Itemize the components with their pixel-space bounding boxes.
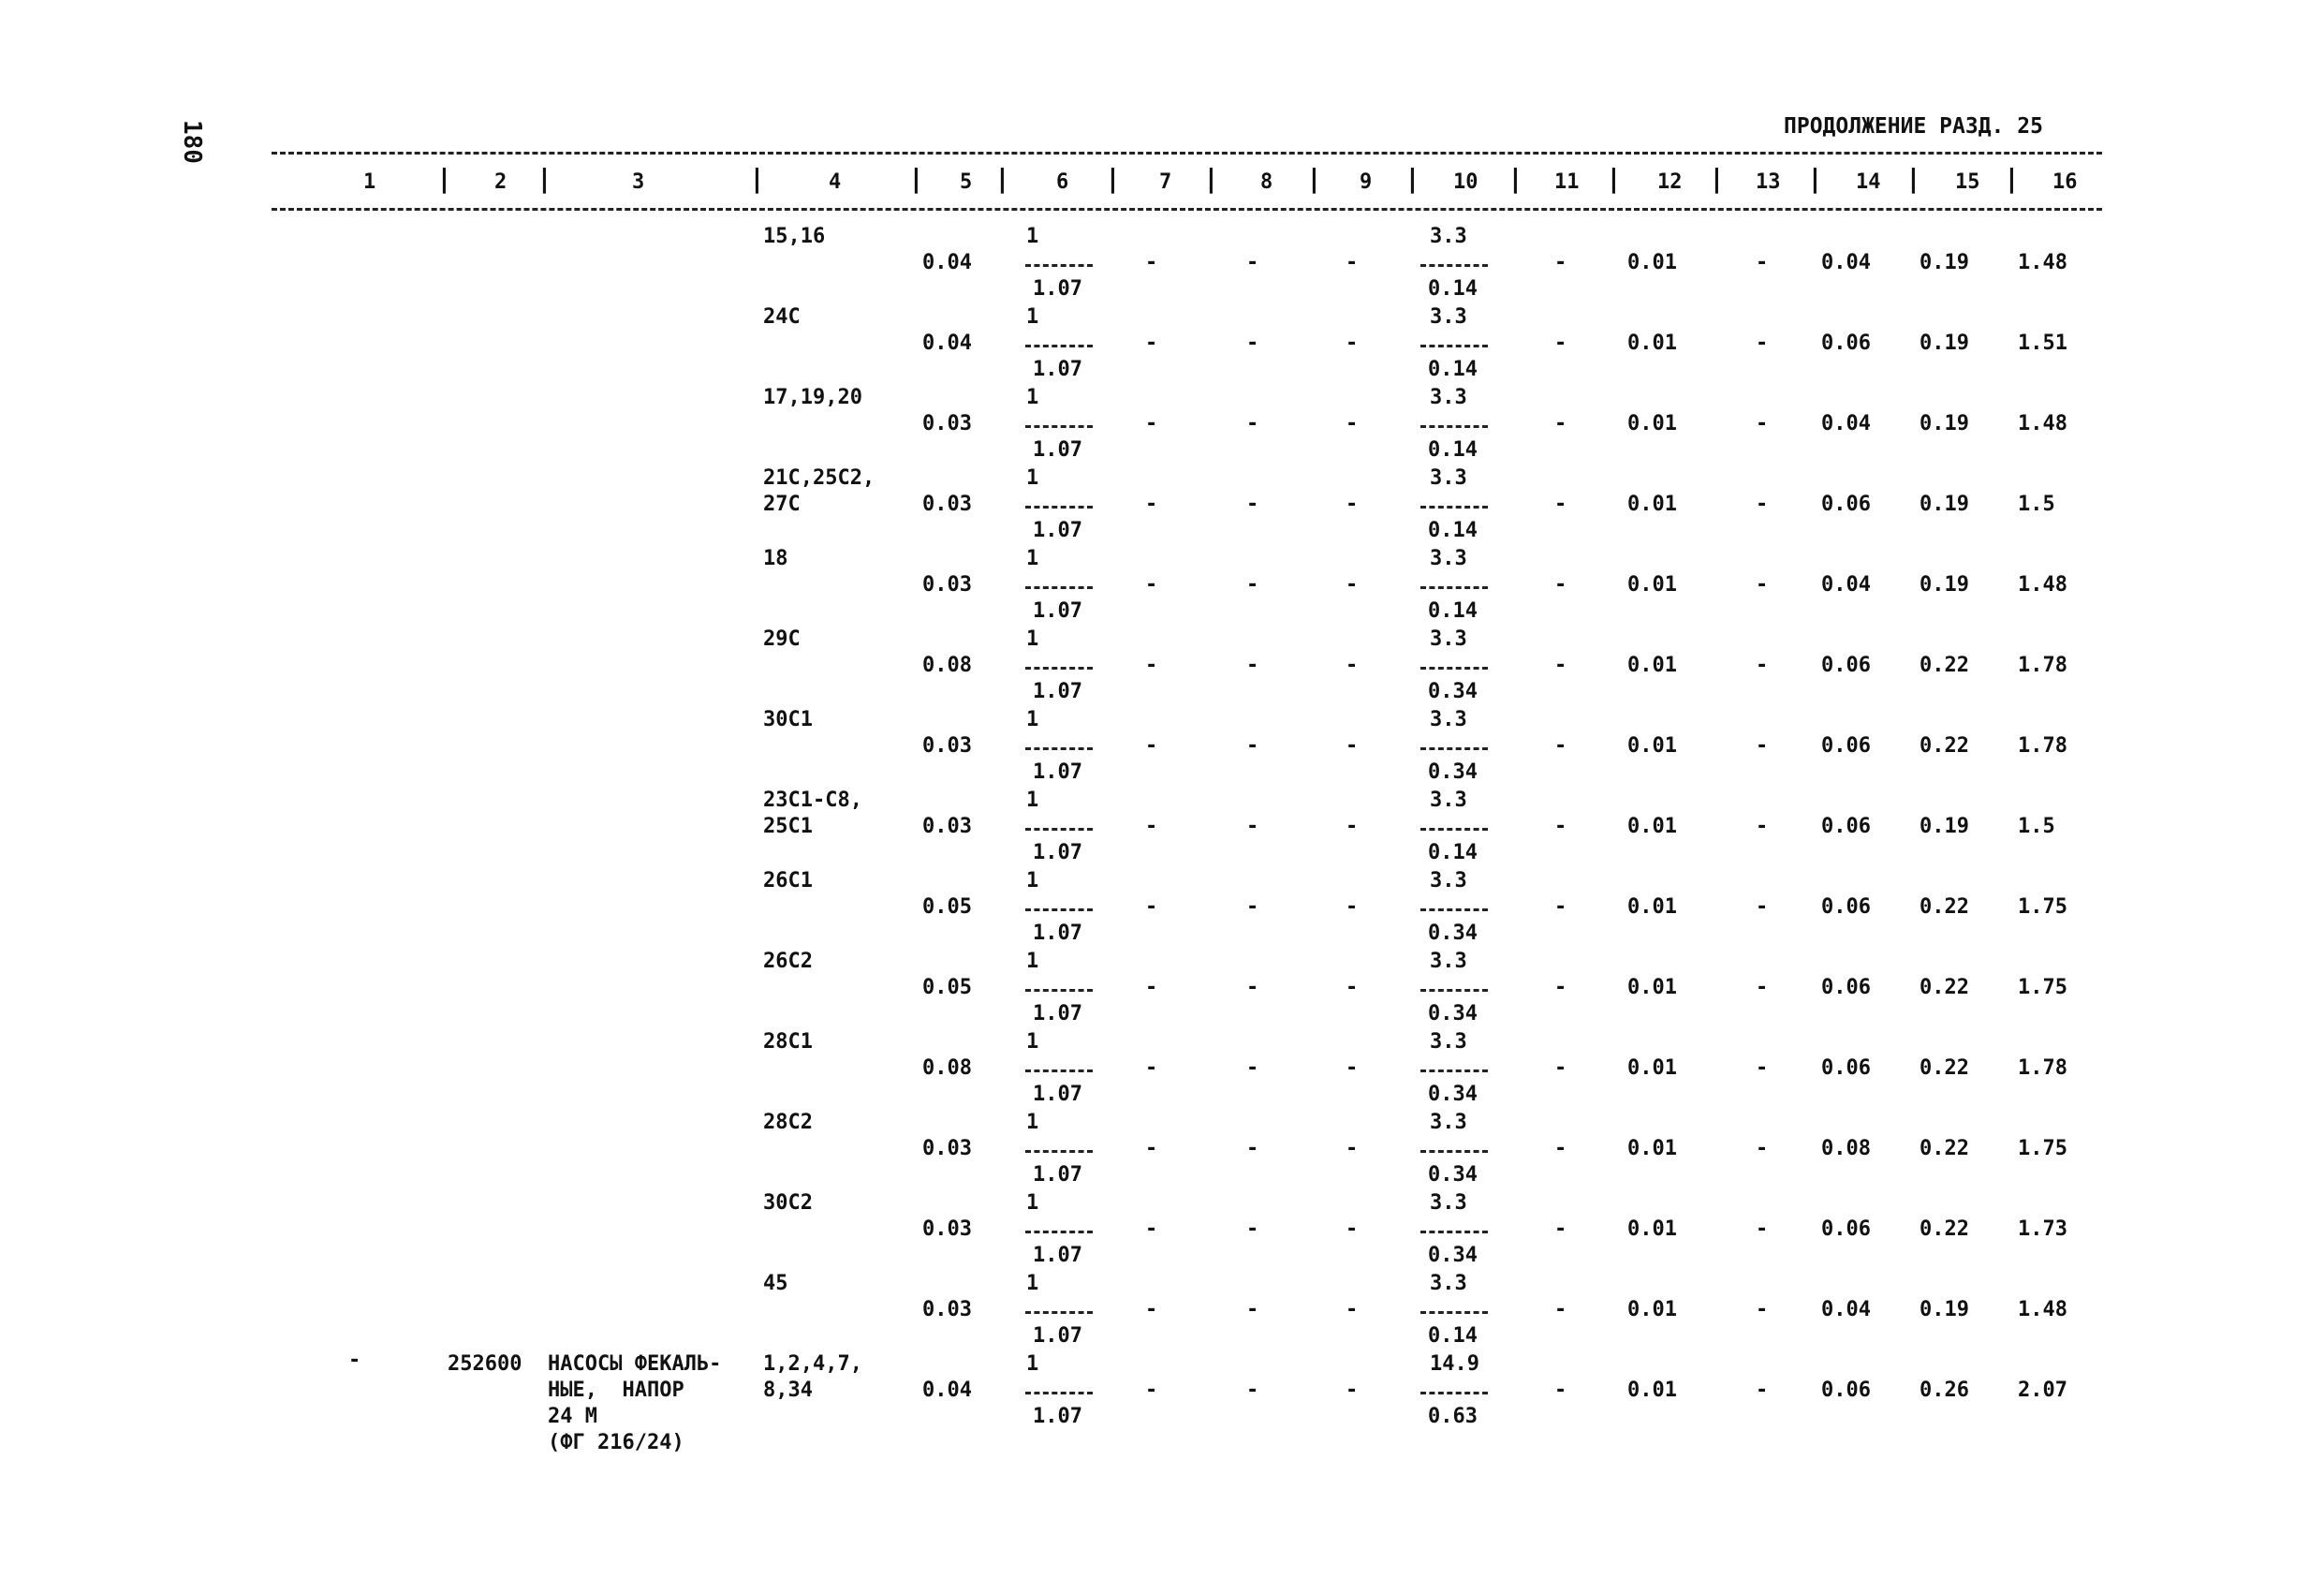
- cell-col4-line2: 27С: [763, 493, 801, 516]
- cell-col14: 0.04: [1821, 251, 1871, 274]
- cell-col14: 0.04: [1821, 573, 1871, 597]
- cell-col11: -: [1554, 573, 1567, 597]
- cell-col14: 0.06: [1821, 332, 1871, 355]
- cell-col6-denominator: 1.07: [1033, 358, 1082, 381]
- column-header-6: 6: [1056, 170, 1069, 194]
- cell-col5: 0.08: [922, 654, 972, 677]
- cell-col11: -: [1554, 1379, 1567, 1402]
- cell-col9: -: [1346, 1056, 1359, 1080]
- column-header-10: 10: [1453, 170, 1478, 194]
- cell-col10-numerator: 3.3: [1430, 1272, 1467, 1295]
- cell-col13: -: [1756, 1137, 1769, 1160]
- column-separator: |: [1905, 163, 1921, 194]
- cell-col6-numerator: 1: [1026, 466, 1039, 490]
- cell-col6-denominator: 1.07: [1033, 519, 1082, 542]
- cell-col10-denominator: 0.34: [1428, 1083, 1478, 1106]
- section-heading: ПРОДОЛЖЕНИЕ РАЗД. 25: [1784, 114, 2043, 139]
- cell-col2: 252600: [448, 1352, 522, 1376]
- fraction-bar: [1025, 747, 1093, 750]
- cell-col14: 0.06: [1821, 654, 1871, 677]
- fraction-bar: [1025, 1231, 1093, 1233]
- column-separator: |: [1105, 163, 1121, 194]
- cell-col10-numerator: 3.3: [1430, 708, 1467, 731]
- column-header-7: 7: [1159, 170, 1172, 194]
- cell-col15: 0.19: [1920, 332, 1969, 355]
- cell-col9: -: [1346, 976, 1359, 999]
- cell-col12: 0.01: [1627, 654, 1677, 677]
- fraction-bar: [1025, 586, 1093, 589]
- column-separator: |: [908, 163, 924, 194]
- cell-col10-numerator: 3.3: [1430, 869, 1467, 892]
- column-header-1: 1: [363, 170, 376, 194]
- cell-col10-denominator: 0.34: [1428, 922, 1478, 945]
- cell-col16: 1.48: [2018, 1298, 2067, 1321]
- cell-col10-denominator: 0.14: [1428, 519, 1478, 542]
- cell-col6-numerator: 1: [1026, 869, 1039, 892]
- cell-col15: 0.19: [1920, 1298, 1969, 1321]
- cell-col10-numerator: 3.3: [1430, 789, 1467, 812]
- cell-col5: 0.03: [922, 412, 972, 435]
- cell-col9: -: [1346, 654, 1359, 677]
- cell-col16: 1.75: [2018, 895, 2067, 919]
- cell-col15: 0.19: [1920, 412, 1969, 435]
- cell-col12: 0.01: [1627, 1217, 1677, 1241]
- cell-col12: 0.01: [1627, 895, 1677, 919]
- cell-col10-denominator: 0.14: [1428, 358, 1478, 381]
- cell-col10-denominator: 0.34: [1428, 1163, 1478, 1187]
- cell-col13: -: [1756, 1379, 1769, 1402]
- cell-col4-line1: 30С1: [763, 708, 813, 731]
- cell-col5: 0.04: [922, 332, 972, 355]
- cell-col16: 1.75: [2018, 976, 2067, 999]
- cell-col6-numerator: 1: [1026, 789, 1039, 812]
- cell-col12: 0.01: [1627, 332, 1677, 355]
- cell-col6-denominator: 1.07: [1033, 841, 1082, 864]
- column-separator: |: [537, 163, 552, 194]
- cell-col12: 0.01: [1627, 1298, 1677, 1321]
- fraction-bar: [1420, 989, 1488, 992]
- fraction-bar: [1420, 828, 1488, 831]
- cell-col10-denominator: 0.34: [1428, 1244, 1478, 1267]
- cell-col8: -: [1246, 1379, 1259, 1402]
- cell-col7: -: [1145, 815, 1158, 838]
- cell-col15: 0.22: [1920, 976, 1969, 999]
- cell-col14: 0.06: [1821, 976, 1871, 999]
- cell-col6-denominator: 1.07: [1033, 922, 1082, 945]
- cell-col10-numerator: 3.3: [1430, 1030, 1467, 1054]
- cell-col4-line1: 23С1-С8,: [763, 789, 862, 812]
- cell-col5: 0.08: [922, 1056, 972, 1080]
- cell-col16: 2.07: [2018, 1379, 2067, 1402]
- fraction-bar: [1025, 1392, 1093, 1394]
- cell-col5: 0.04: [922, 251, 972, 274]
- column-separator: |: [749, 163, 765, 194]
- cell-col6-numerator: 1: [1026, 1352, 1039, 1376]
- column-header-4: 4: [829, 170, 842, 194]
- cell-col12: 0.01: [1627, 573, 1677, 597]
- cell-col6-denominator: 1.07: [1033, 1405, 1082, 1428]
- cell-col6-denominator: 1.07: [1033, 1163, 1082, 1187]
- column-header-13: 13: [1756, 170, 1781, 194]
- cell-col9: -: [1346, 734, 1359, 758]
- column-header-9: 9: [1360, 170, 1373, 194]
- cell-col9: -: [1346, 1298, 1359, 1321]
- cell-col6-numerator: 1: [1026, 386, 1039, 409]
- cell-col15: 0.19: [1920, 815, 1969, 838]
- cell-col11: -: [1554, 1298, 1567, 1321]
- cell-col5: 0.03: [922, 1137, 972, 1160]
- cell-col12: 0.01: [1627, 976, 1677, 999]
- fraction-bar: [1025, 345, 1093, 347]
- cell-col8: -: [1246, 493, 1259, 516]
- fraction-bar: [1420, 586, 1488, 589]
- cell-col9: -: [1346, 895, 1359, 919]
- fraction-bar: [1420, 1231, 1488, 1233]
- cell-col6-denominator: 1.07: [1033, 1324, 1082, 1348]
- cell-col9: -: [1346, 1137, 1359, 1160]
- cell-col12: 0.01: [1627, 493, 1677, 516]
- cell-col8: -: [1246, 895, 1259, 919]
- fraction-bar: [1025, 1311, 1093, 1314]
- fraction-bar: [1025, 1150, 1093, 1153]
- cell-col11: -: [1554, 895, 1567, 919]
- cell-col4-line1: 18: [763, 547, 788, 570]
- cell-col9: -: [1346, 412, 1359, 435]
- cell-col6-denominator: 1.07: [1033, 1002, 1082, 1025]
- cell-col8: -: [1246, 573, 1259, 597]
- fraction-bar: [1420, 1311, 1488, 1314]
- cell-col15: 0.22: [1920, 1217, 1969, 1241]
- cell-col14: 0.06: [1821, 493, 1871, 516]
- fraction-bar: [1420, 1150, 1488, 1153]
- cell-col14: 0.06: [1821, 1056, 1871, 1080]
- cell-col13: -: [1756, 734, 1769, 758]
- cell-col4-line1: 17,19,20: [763, 386, 862, 409]
- cell-col6-numerator: 1: [1026, 708, 1039, 731]
- cell-col6-denominator: 1.07: [1033, 680, 1082, 703]
- cell-col4-line2: 25С1: [763, 815, 813, 838]
- cell-col16: 1.75: [2018, 1137, 2067, 1160]
- cell-col15: 0.22: [1920, 1137, 1969, 1160]
- fraction-bar: [1025, 506, 1093, 509]
- cell-col7: -: [1145, 1379, 1158, 1402]
- cell-col13: -: [1756, 1217, 1769, 1241]
- column-header-5: 5: [960, 170, 973, 194]
- cell-col4-line: 8,34: [763, 1379, 813, 1402]
- fraction-bar: [1420, 264, 1488, 267]
- cell-col8: -: [1246, 815, 1259, 838]
- cell-col4-line: 1,2,4,7,: [763, 1352, 862, 1376]
- cell-col15: 0.22: [1920, 895, 1969, 919]
- cell-col7: -: [1145, 412, 1158, 435]
- column-separator: |: [1405, 163, 1420, 194]
- cell-col5: 0.03: [922, 573, 972, 597]
- cell-col7: -: [1145, 1137, 1158, 1160]
- cell-col14: 0.04: [1821, 1298, 1871, 1321]
- cell-col6-numerator: 1: [1026, 305, 1039, 329]
- fraction-bar: [1025, 908, 1093, 911]
- cell-col13: -: [1756, 815, 1769, 838]
- column-separator: |: [1508, 163, 1523, 194]
- cell-col7: -: [1145, 895, 1158, 919]
- cell-col11: -: [1554, 1056, 1567, 1080]
- cell-col12: 0.01: [1627, 251, 1677, 274]
- cell-col10-numerator: 3.3: [1430, 225, 1467, 248]
- cell-col11: -: [1554, 734, 1567, 758]
- cell-col6-denominator: 1.07: [1033, 1244, 1082, 1267]
- cell-col7: -: [1145, 1217, 1158, 1241]
- cell-col11: -: [1554, 654, 1567, 677]
- column-header-14: 14: [1856, 170, 1881, 194]
- cell-col10-numerator: 3.3: [1430, 1191, 1467, 1215]
- cell-col10-numerator: 3.3: [1430, 950, 1467, 973]
- cell-col15: 0.19: [1920, 493, 1969, 516]
- cell-col13: -: [1756, 251, 1769, 274]
- cell-col16: 1.78: [2018, 1056, 2067, 1080]
- column-separator: |: [2004, 163, 2020, 194]
- cell-col15: 0.22: [1920, 654, 1969, 677]
- cell-col10-denominator: 0.34: [1428, 680, 1478, 703]
- cell-col11: -: [1554, 976, 1567, 999]
- column-header-15: 15: [1955, 170, 1980, 194]
- cell-col6-numerator: 1: [1026, 1111, 1039, 1134]
- cell-col4-line1: 21С,25С2,: [763, 466, 875, 490]
- cell-col7: -: [1145, 493, 1158, 516]
- cell-col13: -: [1756, 573, 1769, 597]
- cell-col9: -: [1346, 493, 1359, 516]
- cell-col10-denominator: 0.63: [1428, 1405, 1478, 1428]
- cell-col8: -: [1246, 1217, 1259, 1241]
- cell-col3-line: (ФГ 216/24): [548, 1431, 684, 1454]
- cell-col16: 1.48: [2018, 251, 2067, 274]
- cell-col15: 0.19: [1920, 573, 1969, 597]
- header-bottom-rule: [272, 208, 2102, 211]
- cell-col4-line1: 26С2: [763, 950, 813, 973]
- cell-col11: -: [1554, 412, 1567, 435]
- cell-col16: 1.73: [2018, 1217, 2067, 1241]
- cell-col3-line: НЫЕ, НАПОР: [548, 1379, 684, 1402]
- cell-col10-denominator: 0.34: [1428, 760, 1478, 784]
- cell-col7: -: [1145, 332, 1158, 355]
- cell-col15: 0.22: [1920, 734, 1969, 758]
- cell-col5: 0.05: [922, 976, 972, 999]
- fraction-bar: [1420, 747, 1488, 750]
- cell-col11: -: [1554, 815, 1567, 838]
- cell-col6-numerator: 1: [1026, 950, 1039, 973]
- cell-col16: 1.51: [2018, 332, 2067, 355]
- fraction-bar: [1025, 989, 1093, 992]
- cell-col13: -: [1756, 412, 1769, 435]
- cell-col10-denominator: 0.14: [1428, 841, 1478, 864]
- fraction-bar: [1420, 1392, 1488, 1394]
- cell-col15: 0.19: [1920, 251, 1969, 274]
- column-separator: |: [1807, 163, 1823, 194]
- cell-col12: 0.01: [1627, 1379, 1677, 1402]
- cell-col10-numerator: 3.3: [1430, 547, 1467, 570]
- cell-col8: -: [1246, 1137, 1259, 1160]
- cell-col14: 0.08: [1821, 1137, 1871, 1160]
- fraction-bar: [1025, 264, 1093, 267]
- column-separator: |: [436, 163, 452, 194]
- cell-col14: 0.06: [1821, 815, 1871, 838]
- cell-col10-denominator: 0.14: [1428, 438, 1478, 462]
- cell-col12: 0.01: [1627, 412, 1677, 435]
- cell-col9: -: [1346, 1217, 1359, 1241]
- cell-col10-denominator: 0.14: [1428, 1324, 1478, 1348]
- cell-col10-numerator: 3.3: [1430, 386, 1467, 409]
- cell-col5: 0.03: [922, 1298, 972, 1321]
- fraction-bar: [1420, 425, 1488, 428]
- cell-col15: 0.26: [1920, 1379, 1969, 1402]
- fraction-bar: [1420, 345, 1488, 347]
- cell-col6-denominator: 1.07: [1033, 760, 1082, 784]
- cell-col10-denominator: 0.14: [1428, 277, 1478, 301]
- cell-col13: -: [1756, 654, 1769, 677]
- cell-col6-numerator: 1: [1026, 1191, 1039, 1215]
- cell-col7: -: [1145, 734, 1158, 758]
- top-rule: [272, 152, 2102, 155]
- column-header-16: 16: [2052, 170, 2078, 194]
- cell-col8: -: [1246, 1298, 1259, 1321]
- cell-col16: 1.5: [2018, 815, 2055, 838]
- cell-col8: -: [1246, 734, 1259, 758]
- cell-col7: -: [1145, 1298, 1158, 1321]
- cell-col8: -: [1246, 976, 1259, 999]
- cell-col12: 0.01: [1627, 815, 1677, 838]
- column-header-11: 11: [1554, 170, 1580, 194]
- cell-col11: -: [1554, 251, 1567, 274]
- cell-col16: 1.48: [2018, 573, 2067, 597]
- cell-col4-line1: 24С: [763, 305, 801, 329]
- cell-col4-line1: 29С: [763, 627, 801, 651]
- column-separator: |: [994, 163, 1010, 194]
- fraction-bar: [1025, 828, 1093, 831]
- cell-col8: -: [1246, 1056, 1259, 1080]
- column-header-8: 8: [1260, 170, 1273, 194]
- column-header-2: 2: [494, 170, 507, 194]
- cell-col14: 0.04: [1821, 412, 1871, 435]
- cell-col4-line1: 28С2: [763, 1111, 813, 1134]
- cell-col5: 0.05: [922, 895, 972, 919]
- cell-col9: -: [1346, 332, 1359, 355]
- cell-col13: -: [1756, 1056, 1769, 1080]
- cell-col13: -: [1756, 1298, 1769, 1321]
- cell-col12: 0.01: [1627, 1056, 1677, 1080]
- cell-col14: 0.06: [1821, 1379, 1871, 1402]
- cell-col15: 0.22: [1920, 1056, 1969, 1080]
- cell-col13: -: [1756, 895, 1769, 919]
- cell-col6-denominator: 1.07: [1033, 438, 1082, 462]
- cell-col8: -: [1246, 412, 1259, 435]
- fraction-bar: [1025, 1069, 1093, 1072]
- cell-col9: -: [1346, 1379, 1359, 1402]
- cell-col6-numerator: 1: [1026, 225, 1039, 248]
- cell-col4-line1: 26С1: [763, 869, 813, 892]
- cell-col16: 1.5: [2018, 493, 2055, 516]
- cell-col11: -: [1554, 332, 1567, 355]
- fraction-bar: [1420, 908, 1488, 911]
- column-separator: |: [1203, 163, 1219, 194]
- cell-col4-line1: 28С1: [763, 1030, 813, 1054]
- cell-col8: -: [1246, 251, 1259, 274]
- fraction-bar: [1420, 506, 1488, 509]
- column-separator: |: [1606, 163, 1622, 194]
- fraction-bar: [1420, 667, 1488, 670]
- cell-col5: 0.04: [922, 1379, 972, 1402]
- cell-col10-numerator: 3.3: [1430, 305, 1467, 329]
- fraction-bar: [1025, 667, 1093, 670]
- cell-col6-numerator: 1: [1026, 627, 1039, 651]
- cell-col13: -: [1756, 493, 1769, 516]
- cell-col10-numerator: 3.3: [1430, 466, 1467, 490]
- cell-col6-numerator: 1: [1026, 1030, 1039, 1054]
- cell-col5: 0.03: [922, 493, 972, 516]
- cell-col8: -: [1246, 332, 1259, 355]
- cell-col9: -: [1346, 815, 1359, 838]
- cell-col6-numerator: 1: [1026, 547, 1039, 570]
- cell-col10-numerator: 3.3: [1430, 1111, 1467, 1134]
- column-header-12: 12: [1657, 170, 1683, 194]
- cell-col11: -: [1554, 1217, 1567, 1241]
- cell-col4-line1: 45: [763, 1272, 788, 1295]
- page-number: 180: [178, 120, 206, 164]
- cell-col10-denominator: 0.34: [1428, 1002, 1478, 1025]
- cell-col14: 0.06: [1821, 895, 1871, 919]
- cell-col4-line1: 15,16: [763, 225, 826, 248]
- cell-col13: -: [1756, 976, 1769, 999]
- cell-col10-numerator: 14.9: [1430, 1352, 1479, 1376]
- cell-col5: 0.03: [922, 815, 972, 838]
- cell-col7: -: [1145, 654, 1158, 677]
- cell-col8: -: [1246, 654, 1259, 677]
- cell-col5: 0.03: [922, 734, 972, 758]
- cell-col14: 0.06: [1821, 734, 1871, 758]
- cell-col13: -: [1756, 332, 1769, 355]
- cell-col12: 0.01: [1627, 734, 1677, 758]
- cell-col11: -: [1554, 493, 1567, 516]
- cell-col16: 1.78: [2018, 654, 2067, 677]
- cell-col14: 0.06: [1821, 1217, 1871, 1241]
- cell-col7: -: [1145, 976, 1158, 999]
- cell-col7: -: [1145, 1056, 1158, 1080]
- cell-col12: 0.01: [1627, 1137, 1677, 1160]
- cell-col16: 1.48: [2018, 412, 2067, 435]
- cell-col9: -: [1346, 573, 1359, 597]
- cell-col10-denominator: 0.14: [1428, 599, 1478, 623]
- cell-col1: -: [348, 1349, 361, 1372]
- column-separator: |: [1709, 163, 1725, 194]
- cell-col5: 0.03: [922, 1217, 972, 1241]
- cell-col3-line: 24 М: [548, 1405, 597, 1428]
- cell-col10-numerator: 3.3: [1430, 627, 1467, 651]
- fraction-bar: [1420, 1069, 1488, 1072]
- cell-col3-line: НАСОСЫ ФЕКАЛЬ-: [548, 1352, 722, 1376]
- cell-col6-denominator: 1.07: [1033, 599, 1082, 623]
- cell-col7: -: [1145, 573, 1158, 597]
- fraction-bar: [1025, 425, 1093, 428]
- cell-col11: -: [1554, 1137, 1567, 1160]
- cell-col4-line1: 30С2: [763, 1191, 813, 1215]
- cell-col16: 1.78: [2018, 734, 2067, 758]
- column-header-3: 3: [632, 170, 645, 194]
- cell-col9: -: [1346, 251, 1359, 274]
- cell-col6-denominator: 1.07: [1033, 277, 1082, 301]
- cell-col7: -: [1145, 251, 1158, 274]
- cell-col6-numerator: 1: [1026, 1272, 1039, 1295]
- cell-col6-denominator: 1.07: [1033, 1083, 1082, 1106]
- column-separator: |: [1306, 163, 1322, 194]
